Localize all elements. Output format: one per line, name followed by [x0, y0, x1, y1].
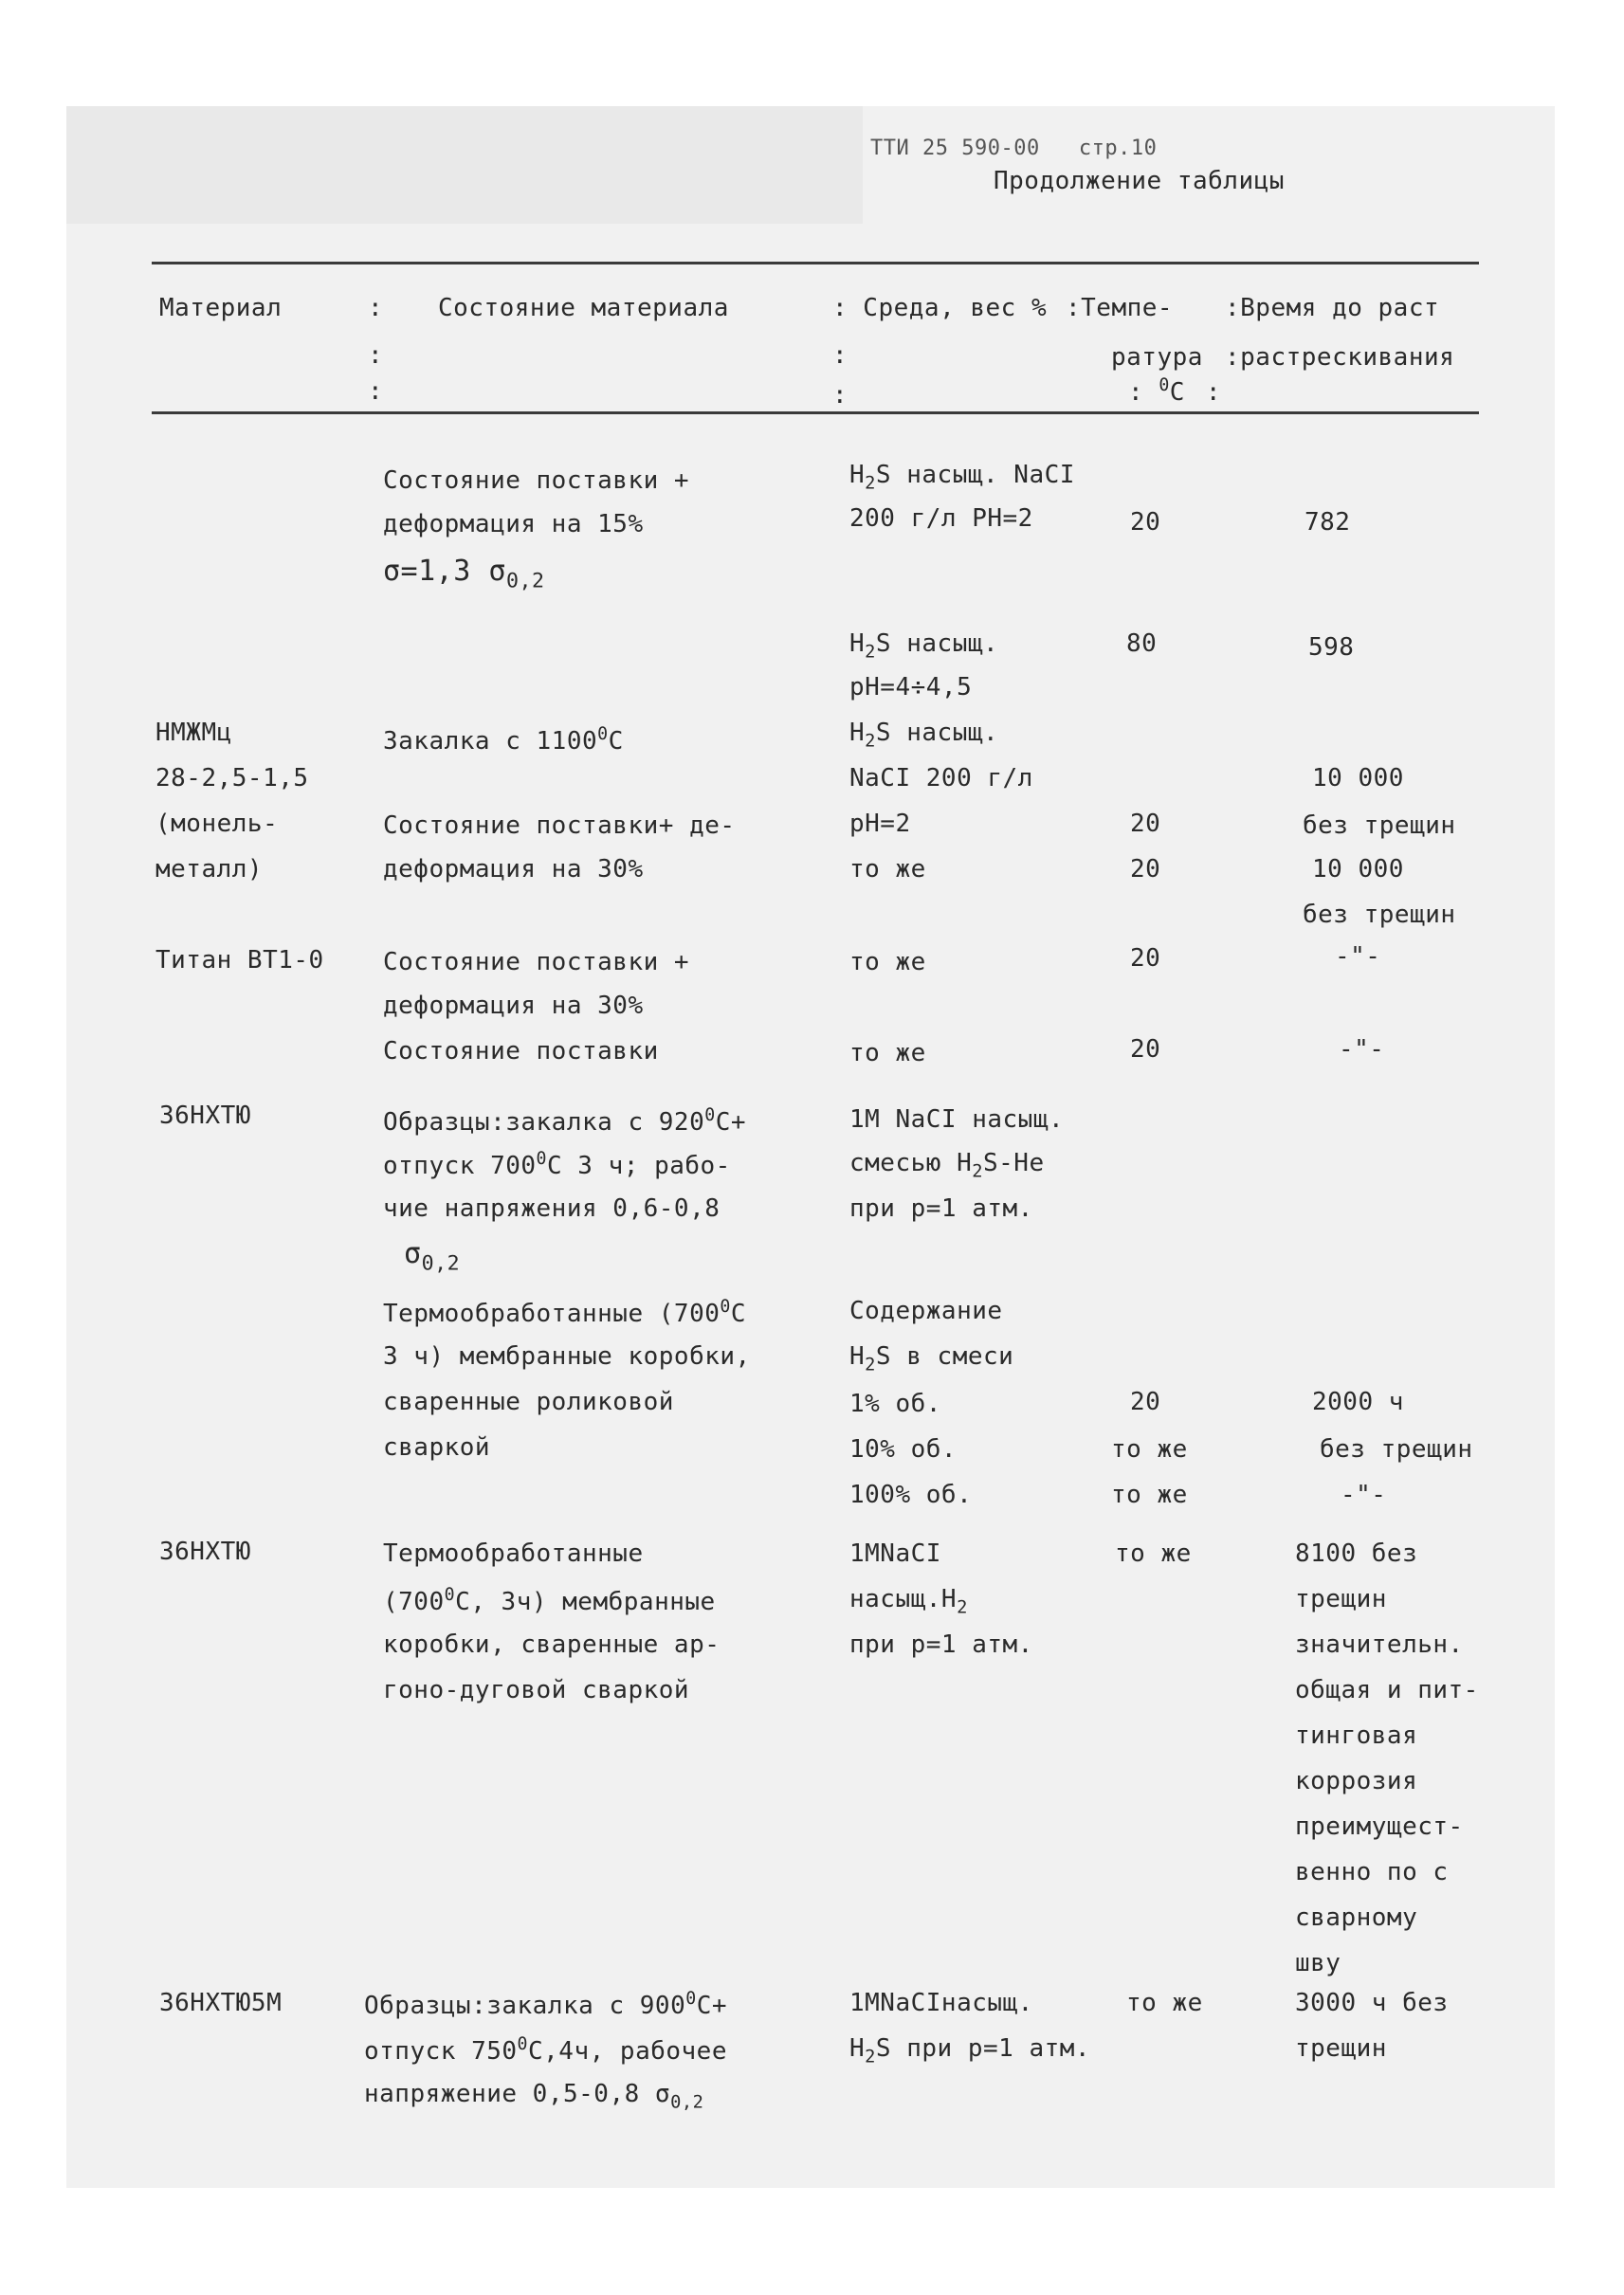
cell-medium: 1% об. — [849, 1390, 941, 1418]
cell-time: 2000 ч — [1312, 1388, 1404, 1416]
cell-temperature: то же — [1115, 1539, 1192, 1568]
cell-medium: $H_2S$ насыщ. — [849, 719, 999, 752]
cell-condition: Состояние поставки + — [383, 948, 690, 976]
cell-time: общая и пит- — [1295, 1676, 1479, 1704]
cell-condition: отпуск $750^0C,4ч$, рабочее — [364, 2034, 727, 2066]
header-sep-2b: : — [832, 381, 848, 410]
cell-medium: то же — [849, 855, 926, 883]
header-material: Материал — [159, 294, 283, 322]
cell-condition: Образцы:закалка с $920^0C+$ — [383, 1105, 746, 1137]
cell-material: (монель- — [155, 810, 279, 838]
cell-time: -"- — [1341, 1481, 1387, 1509]
header-temp-2: ратура — [1111, 343, 1203, 372]
cell-time: преимущест- — [1295, 1812, 1464, 1841]
cell-condition: сваркой — [383, 1433, 491, 1462]
header-medium: : Среда, вес % — [832, 294, 1048, 322]
header-time-2: :растрескивания — [1225, 343, 1455, 372]
cell-temperature: то же — [1111, 1435, 1188, 1464]
cell-condition: деформация на 30% — [383, 855, 644, 883]
cell-time: -"- — [1339, 1035, 1385, 1064]
cell-time: без трещин — [1303, 901, 1456, 929]
doc-reference: ТТИ 25 590-00 стр.10 — [870, 137, 1158, 160]
cell-condition: напряжение 0,5-0,8 $\sigma_{0,2}$ — [364, 2080, 704, 2113]
cell-medium: $H_2S$ насыщ. NaCI — [849, 461, 1075, 494]
cell-condition: отпуск $700^0C$ 3 ч; рабо- — [383, 1149, 731, 1180]
cell-time: венно по с — [1295, 1858, 1449, 1886]
cell-medium: Содержание — [849, 1297, 1003, 1325]
cell-condition: чие напряжения 0,6-0,8 — [383, 1194, 721, 1223]
cell-temperature: 20 — [1130, 508, 1161, 537]
cell-medium: NaCI 200 г/л — [849, 764, 1033, 792]
cell-medium: при p=1 атм. — [849, 1630, 1033, 1659]
cell-medium: то же — [849, 948, 926, 976]
cell-medium: pH=4÷4,5 — [849, 673, 973, 701]
cell-time: 10 000 — [1312, 855, 1404, 883]
cell-material: металл) — [155, 855, 264, 883]
cell-temperature: 20 — [1130, 1388, 1161, 1416]
cell-time: коррозия — [1295, 1767, 1418, 1795]
cell-time: сварному — [1295, 1903, 1418, 1932]
table-top-rule — [152, 262, 1479, 264]
cell-medium: $H_2S$ насыщ. — [849, 629, 999, 663]
cell-time: 10 000 — [1312, 764, 1404, 792]
cell-time: 782 — [1305, 508, 1351, 537]
header-sep-2: : — [832, 341, 848, 370]
cell-medium: 1М NaCI насыщ. — [849, 1105, 1065, 1134]
cell-medium: $насыщ.H_2$ — [849, 1585, 968, 1618]
cell-temperature: то же — [1111, 1481, 1188, 1509]
cell-time: трещин — [1295, 2034, 1387, 2063]
cell-condition: Состояние поставки + — [383, 466, 690, 495]
cell-temperature: 80 — [1126, 629, 1158, 658]
cell-material: 28-2,5-1,5 — [155, 764, 309, 792]
cell-temperature: то же — [1126, 1989, 1203, 2017]
cell-temperature: 20 — [1130, 810, 1161, 838]
cell-time: шву — [1295, 1949, 1341, 1977]
cell-temperature: 20 — [1130, 1035, 1161, 1064]
cell-material: НМЖМц — [155, 719, 232, 747]
cell-time: без трещин — [1303, 811, 1456, 840]
cell-condition: Закалка с 1100$^0$C — [383, 724, 624, 756]
header-sep-1b: : — [368, 341, 384, 370]
cell-material: 36НХТЮ5М — [159, 1989, 283, 2017]
cell-condition: Термообработанные ($700^0C$ — [383, 1297, 746, 1328]
cell-condition: деформация на 15% — [383, 510, 644, 538]
cell-temperature: 20 — [1130, 944, 1161, 973]
cell-condition: гоно-дуговой сваркой — [383, 1676, 690, 1704]
header-sep-1c: : — [368, 377, 384, 406]
header-temp-1: :Темпе- — [1066, 294, 1174, 322]
cell-medium: при p=1 атм. — [849, 1194, 1033, 1223]
cell-temperature: 20 — [1130, 855, 1161, 883]
cell-time: 8100 без — [1295, 1539, 1418, 1568]
cell-condition: σ=1,3 $\sigma_{0,2}$ — [383, 555, 545, 593]
table-header-rule — [152, 411, 1479, 414]
header-condition: Состояние материала — [438, 294, 729, 322]
cell-time: 3000 ч без — [1295, 1989, 1449, 2017]
cell-time: -"- — [1335, 942, 1381, 971]
cell-condition: сваренные роликовой — [383, 1388, 674, 1416]
cell-condition: 3 ч) мембранные коробки, — [383, 1342, 751, 1371]
cell-material: 36НХТЮ — [159, 1538, 251, 1566]
cell-medium: pH=2 — [849, 810, 911, 838]
cell-medium: 100% об. — [849, 1481, 973, 1509]
cell-material: Титан ВТ1-0 — [155, 946, 324, 974]
cell-medium: 1МNaCIнасыщ. — [849, 1989, 1033, 2017]
cell-medium: 1МNaCI — [849, 1539, 941, 1568]
cell-medium: 10% об. — [849, 1435, 958, 1464]
cell-time: трещин — [1295, 1585, 1387, 1613]
header-sep-1: : — [368, 294, 384, 322]
cell-medium: то же — [849, 1039, 926, 1067]
cell-condition: деформация на 30% — [383, 992, 644, 1020]
cell-time: без трещин — [1320, 1435, 1473, 1464]
cell-medium: смесью $H_2S-He$ — [849, 1149, 1045, 1182]
cell-condition: $\sigma_{0,2}$ — [404, 1237, 461, 1276]
cell-time: значительн. — [1295, 1630, 1464, 1659]
cell-time: 598 — [1308, 633, 1355, 662]
cell-condition: Образцы:закалка с $900^0C+$ — [364, 1989, 727, 2020]
cell-time: тинговая — [1295, 1721, 1418, 1750]
cell-material: 36НХТЮ — [159, 1102, 251, 1130]
cell-medium: $H_2S$ в смеси — [849, 1342, 1014, 1375]
table-continued-label: Продолжение таблицы — [994, 167, 1285, 195]
scan-shade — [66, 106, 863, 224]
cell-medium: 200 г/л PH=2 — [849, 504, 1033, 533]
header-temp-unit: : $^0$C : — [1128, 375, 1222, 407]
cell-medium: $H_2S$ при p=1 атм. — [849, 2034, 1091, 2067]
cell-condition: Термообработанные — [383, 1539, 644, 1568]
cell-condition: ($700^0C$, 3ч) мембранные — [383, 1585, 716, 1616]
cell-condition: Состояние поставки — [383, 1037, 659, 1066]
cell-condition: Состояние поставки+ де- — [383, 811, 736, 840]
cell-condition: коробки, сваренные ар- — [383, 1630, 721, 1659]
header-time: :Время до раст — [1225, 294, 1440, 322]
